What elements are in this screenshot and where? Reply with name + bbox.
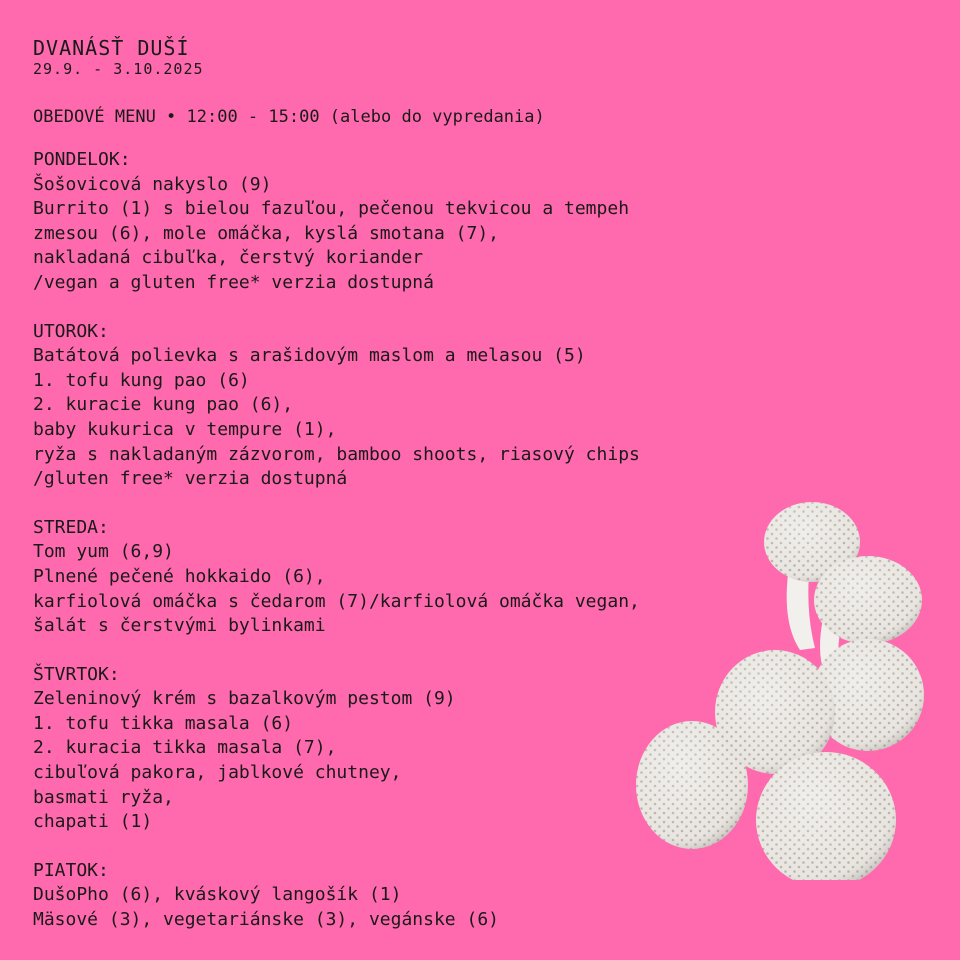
- dish-line: /gluten free* verzia dostupná: [33, 468, 348, 490]
- day-monday: [33, 148, 793, 296]
- day-name: PIATOK:: [33, 859, 109, 881]
- dish-line: DušoPho (6), kváskový langošík (1): [33, 884, 402, 906]
- menu-hours: OBEDOVÉ MENU • 12:00 - 15:00 (alebo do vypredania): [33, 107, 545, 127]
- dish-line: 1. tofu tikka masala (6): [33, 712, 294, 734]
- dish-line: baby kukurica v tempure (1),: [33, 418, 337, 440]
- dish-line: Tom yum (6,9): [33, 541, 174, 563]
- puffball-mushrooms-illustration: [630, 500, 950, 880]
- dish-line: nakladaná cibuľka, čerstvý koriander: [33, 247, 424, 269]
- dish-line: /vegan a gluten free* verzia dostupná: [33, 271, 434, 293]
- dish-line: Šošovicová nakyslo (9): [33, 173, 272, 195]
- restaurant-title: DVANÁSŤ DUŠÍ: [33, 36, 190, 60]
- dish-line: Mäsové (3), vegetariánske (3), vegánske (6): [33, 909, 499, 931]
- day-tuesday: [33, 320, 793, 492]
- dish-line: Zeleninový krém s bazalkovým pestom (9): [33, 688, 456, 710]
- dish-line: 2. kuracia tikka masala (7),: [33, 737, 337, 759]
- dish-line: ryža s nakladaným zázvorom, bamboo shoots, riasový chips: [33, 443, 640, 465]
- week-dates: 29.9. - 3.10.2025: [33, 60, 204, 78]
- dish-line: Plnené pečené hokkaido (6),: [33, 565, 326, 587]
- dish-line: basmati ryža,: [33, 786, 174, 808]
- dish-line: 2. kuracie kung pao (6),: [33, 394, 294, 416]
- dish-line: Burrito (1) s bielou fazuľou, pečenou tekvicou a tempeh: [33, 198, 630, 220]
- dish-line: karfiolová omáčka s čedarom (7)/karfiolová omáčka vegan,: [33, 590, 640, 612]
- day-name: ŠTVRTOK:: [33, 663, 120, 685]
- dish-line: chapati (1): [33, 811, 153, 833]
- dish-line: Batátová polievka s arašidovým maslom a melasou (5): [33, 345, 586, 367]
- day-name: PONDELOK:: [33, 149, 131, 170]
- day-name: UTOROK:: [33, 320, 109, 342]
- mushroom-top-right: [814, 556, 922, 644]
- dish-line: 1. tofu kung pao (6): [33, 369, 250, 391]
- dish-line: šalát s čerstvými bylinkami: [33, 615, 326, 637]
- day-name: STREDA:: [33, 516, 109, 538]
- dish-line: cibuľová pakora, jablkové chutney,: [33, 762, 402, 784]
- dish-line: zmesou (6), mole omáčka, kyslá smotana (7),: [33, 222, 499, 244]
